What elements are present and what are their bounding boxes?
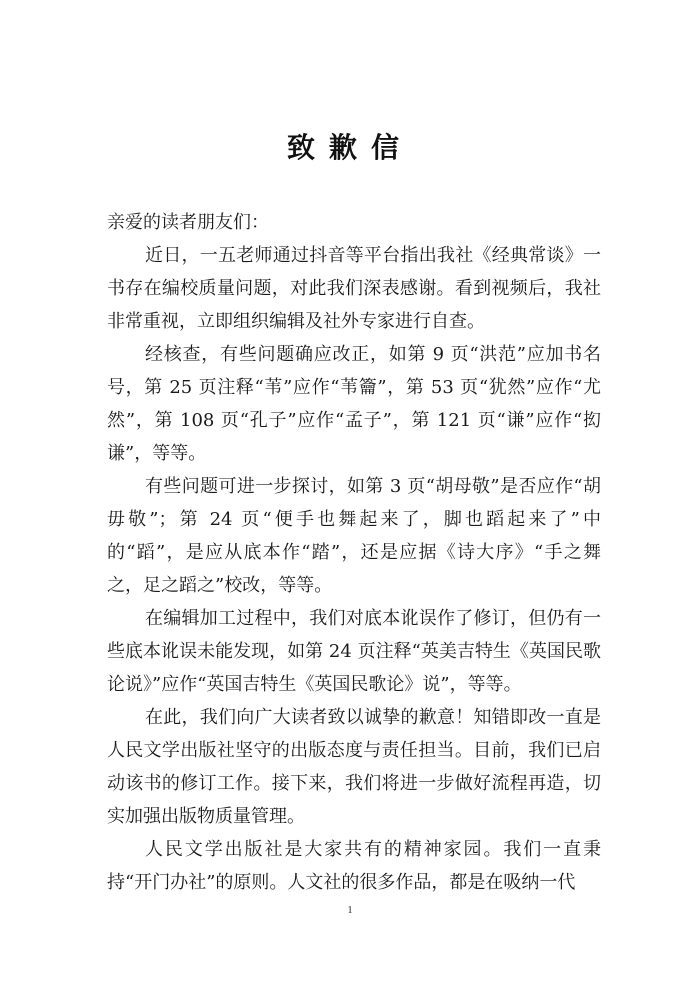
letter-title: 致歉信 <box>286 131 413 164</box>
paragraph-4: 在编辑加工过程中，我们对底本讹误作了修订，但仍有一些底本讹误未能发现，如第 24 页注释“英美吉特生《英国民歌论说》”应作“英国吉特生《英国民歌论》说”，等等。 <box>107 608 601 695</box>
letter-body <box>107 206 601 899</box>
paragraph-3: 有些问题可进一步探讨，如第 3 页“胡母敬”是否应作“胡毋敬”；第 24 页“便手也舞起来了，脚也蹈起来了”中的“蹈”，是应从底本作“踏”，还是应据《诗大序》“手之舞之，足之蹈之”校改，等等。 <box>107 476 601 596</box>
paragraph-1: 近日，一五老师通过抖音等平台指出我社《经典常谈》一书存在编校质量问题，对此我们深表感谢。看到视频后，我社非常重视，立即组织编辑及社外专家进行自查。 <box>107 245 601 332</box>
paragraph-2: 经核查，有些问题确应改正，如第 9 页“洪范”应加书名号，第 25 页注释“苇”应作“苇籥”，第 53 页“犹然”应作“尤然”，第 108 页“孔子”应作“孟子”，第 121 页“谦”应作“抝谦”，等等。 <box>107 344 601 464</box>
salutation: 亲爱的读者朋友们： <box>107 212 269 233</box>
paragraph-5: 在此，我们向广大读者致以诚挚的歉意！知错即改一直是人民文学出版社坚守的出版态度与责任担当。目前，我们已启动该书的修订工作。接下来，我们将进一步做好流程再造，切实加强出版物质量管理。 <box>107 707 601 827</box>
page-number: 1 <box>347 904 353 916</box>
paragraph-6: 人民文学出版社是大家共有的精神家园。我们一直秉持“开门办社”的原则。人文社的很多作品，都是在吸纳一代 <box>107 839 601 893</box>
